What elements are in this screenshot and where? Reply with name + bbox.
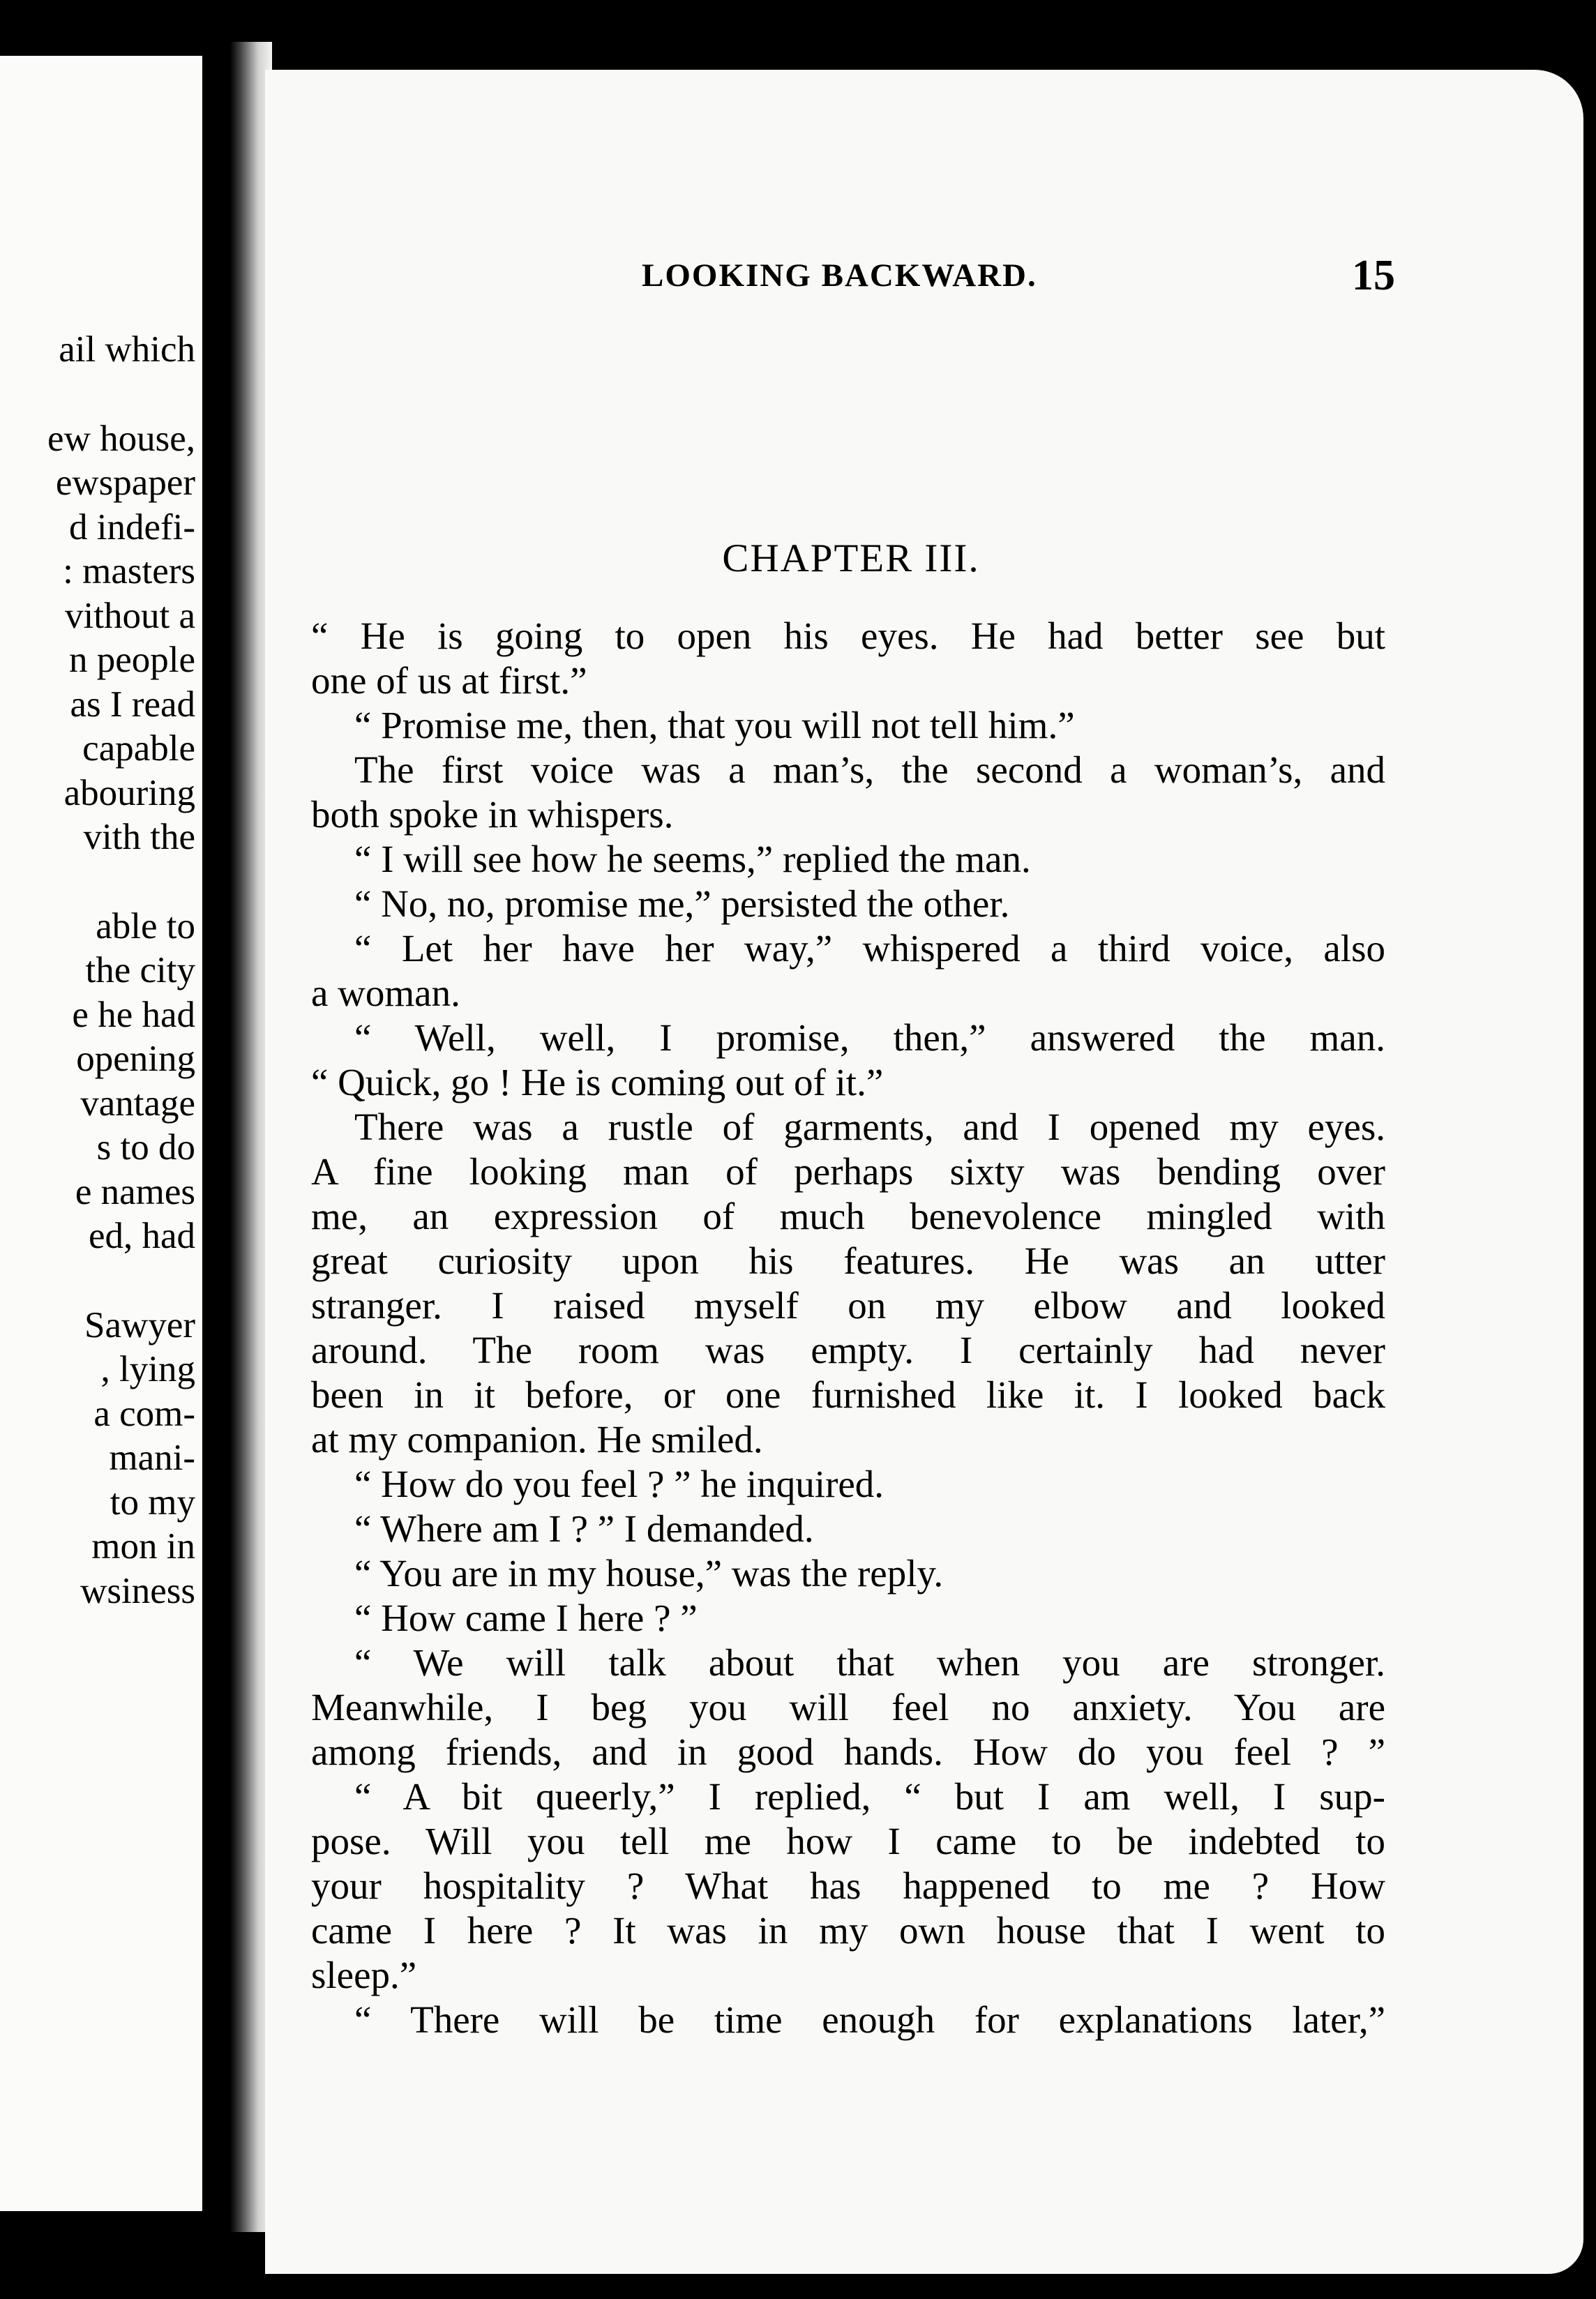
page-number: 15 xyxy=(1352,252,1395,299)
left-page-line: d indefi- xyxy=(68,507,195,548)
text-line: Meanwhile, I beg you will feel no anxiety. You are xyxy=(311,1686,1385,1728)
text-line: a woman. xyxy=(311,972,460,1014)
left-page-line: opening xyxy=(76,1039,195,1079)
text-line: “ How do you feel ? ” he inquired. xyxy=(354,1463,884,1505)
text-line: among friends, and in good hands. How do you feel ? ” xyxy=(311,1731,1385,1773)
text-line: “ Let her have her way,” whispered a third voice, also xyxy=(354,927,1385,970)
left-page-line: mon in xyxy=(91,1526,195,1567)
text-line: great curiosity upon his features. He was an utter xyxy=(311,1239,1385,1282)
book-spine xyxy=(202,42,272,2232)
left-page-line: ail which xyxy=(59,329,195,370)
left-page-line: ew house, xyxy=(47,419,195,459)
text-line: “ There will be time enough for explanations later,” xyxy=(354,1998,1385,2041)
text-line: both spoke in whispers. xyxy=(311,793,674,836)
text-line: pose. Will you tell me how I came to be indebted to xyxy=(311,1820,1385,1862)
left-page-line: ewspaper xyxy=(55,462,195,503)
text-line: came I here ? It was in my own house that I went to xyxy=(311,1909,1385,1952)
text-line: “ A bit queerly,” I replied, “ but I am well, I sup- xyxy=(354,1775,1385,1818)
text-line: “ Where am I ? ” I demanded. xyxy=(354,1507,814,1550)
left-page-line: vantage xyxy=(80,1083,195,1124)
text-line: “ He is going to open his eyes. He had better see but xyxy=(311,615,1385,657)
left-page-line: , lying xyxy=(100,1349,195,1389)
chapter-heading: CHAPTER III. xyxy=(722,536,980,580)
text-line: sleep.” xyxy=(311,1954,417,1996)
left-page-line: vith the xyxy=(83,817,195,857)
body-text xyxy=(311,614,1385,2042)
left-page-line: e he had xyxy=(72,995,195,1035)
text-line: The first voice was a man’s, the second a woman’s, and xyxy=(354,748,1385,791)
left-page-line: as I read xyxy=(70,684,195,725)
left-page-line: to my xyxy=(110,1482,195,1523)
text-line: one of us at first.” xyxy=(311,659,587,702)
text-line: “ We will talk about that when you are stronger. xyxy=(354,1641,1385,1684)
left-page-line: e names xyxy=(75,1172,195,1212)
left-page-line: wsiness xyxy=(80,1571,195,1611)
text-line: your hospitality ? What has happened to me ? How xyxy=(311,1864,1385,1907)
text-line: stranger. I raised myself on my elbow and looked xyxy=(311,1284,1385,1327)
left-page-line: Sawyer xyxy=(84,1305,195,1346)
text-line: “ You are in my house,” was the reply. xyxy=(354,1552,944,1595)
running-title: LOOKING BACKWARD. xyxy=(642,257,1037,294)
text-line: around. The room was empty. I certainly had never xyxy=(311,1329,1385,1371)
left-page-line: able to xyxy=(96,906,195,947)
left-page xyxy=(0,56,202,2211)
text-line: been in it before, or one furnished like it. I looked back xyxy=(311,1373,1385,1416)
text-line: “ No, no, promise me,” persisted the other. xyxy=(354,882,1010,925)
left-page-line: ed, had xyxy=(88,1216,195,1256)
left-page-line: a com- xyxy=(93,1394,195,1434)
text-line: me, an expression of much benevolence mingled with xyxy=(311,1195,1385,1237)
left-page-line: vithout a xyxy=(65,596,195,636)
text-line: “ I will see how he seems,” replied the man. xyxy=(354,838,1031,880)
text-line: “ Quick, go ! He is coming out of it.” xyxy=(311,1061,884,1103)
left-page-line: s to do xyxy=(96,1127,195,1168)
left-page-line: abouring xyxy=(63,773,195,813)
text-line: A fine looking man of perhaps sixty was bending over xyxy=(311,1150,1385,1193)
text-line: “ How came I here ? ” xyxy=(354,1597,698,1639)
left-page-line: the city xyxy=(85,950,195,990)
text-line: “ Well, well, I promise, then,” answered the man. xyxy=(354,1016,1385,1059)
left-page-line: : masters xyxy=(63,551,195,591)
left-page-line: mani- xyxy=(109,1438,195,1478)
left-page-line: n people xyxy=(68,640,195,680)
running-head xyxy=(642,252,1395,301)
text-line: There was a rustle of garments, and I opened my eyes. xyxy=(354,1106,1385,1148)
text-line: “ Promise me, then, that you will not tell him.” xyxy=(354,704,1075,746)
left-page-line: capable xyxy=(82,728,195,769)
text-line: at my companion. He smiled. xyxy=(311,1418,763,1461)
